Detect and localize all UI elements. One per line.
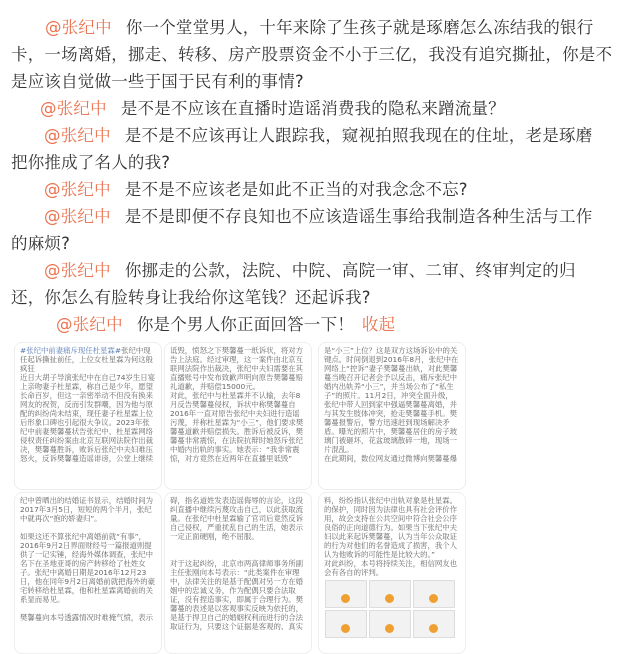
post-image-thumbnail[interactable] [14, 492, 162, 654]
post-image-thumbnail[interactable] [14, 342, 162, 490]
mention-link[interactable]: @张纪中 [44, 207, 111, 226]
screenshot-thumbnail-icon [369, 580, 411, 608]
post-line [44, 206, 592, 228]
post-line [11, 71, 304, 93]
post-text: 卡，一场离婚，挪走、转移、房产股票资金不小于三亿，我没有追究撕扯，你是不 [11, 45, 613, 64]
post-line [11, 152, 170, 174]
post-image-thumbnail[interactable] [318, 342, 466, 490]
post-text: 你一个堂堂男人，十年来除了生孩子就是琢磨怎么冻结我的银行 [125, 18, 594, 37]
screenshot-thumbnail-icon [325, 610, 367, 638]
post-text: 你挪走的公款，法院、中院、高院一审、二审、终审判定的归 [124, 261, 576, 280]
post-text: 还，你怎么有脸转身让我给你这笔钱？还起诉我? [11, 288, 371, 307]
post-text: 是不是即便不存良知也不应该造谣生事给我制造各种生活与工作 [124, 207, 593, 226]
image-text: 张纪中现任起诉撕扯前任，上位女杜星霖为何这般疯狂 近日大胡子导演张纪中在自己74岁生日宴上亲吻妻子杜星霖，称自己是少年，愿望长命百岁，但这一亲密举动不但没有换来网友的祝贺，反而引发群嘲，因为他与原配的纠纷尚未结束，现任妻子杜星霖上位后形象口碑也引起很大争议。2023年张纪中前妻樊馨蔓状告张纪中、杜星霖网络侵权责任纠纷案由北京互联网法院作出裁决，樊馨蔓胜诉，败诉后张纪中夫妇难压怒火，反诉樊馨蔓造谣诽谤，公堂上继续 [20, 346, 156, 463]
screenshot-thumbnail-icon [369, 610, 411, 638]
post-line [44, 125, 592, 147]
post-line [40, 98, 505, 120]
hashtag: #张纪中前妻痛斥现任杜星霖# [20, 346, 122, 355]
post-text: 的麻烦? [11, 234, 71, 253]
screenshot-thumbnail-icon [325, 580, 367, 608]
post-line [11, 233, 70, 255]
post-image-thumbnail[interactable] [164, 492, 312, 654]
screenshot-thumbnail-icon [413, 580, 455, 608]
image-text: 料，纷纷指认张纪中出轨对象是杜星霖。 的保护，同时因为法律也具有社会评价作用，故会支持在公共空间中符合社会公序良俗的正向道德行为。如果当下张纪中夫妇以此来起诉樊馨蔓，认为当年公众取证的行为对他们的名誉造成了损害，我个人认为他败诉的可能性是比较大的。” 对此纠纷，本号将持续关注，相信网友也会有各自的评判。 [324, 496, 458, 577]
screenshot-thumbnail-icon [413, 610, 455, 638]
post-text: 是不是不应该在直播时造谣消费我的隐私来蹭流量？ [120, 99, 505, 118]
mention-link[interactable]: @张纪中 [44, 180, 111, 199]
mention-link[interactable]: @张纪中 [45, 18, 112, 37]
post-line [56, 314, 395, 336]
image-text: 是“小三”上位？这是双方这场诉讼中的关键点。时间倒退到2016年8月，张纪中在网络上“控诉”妻子樊馨蔓出轨，对此樊馨蔓当晚召开记者会予以反击，痛斥张纪中婚内出轨养“小三”，并当场公布了“私生子”的照片。11月2日，冲突全面升级，张纪中带人回到家中强逼樊馨蔓离婚，并与其发生肢体冲突，抢走樊馨蔓手机。樊馨蔓报警后，警方迅速赶到现场解决矛盾。曝光的照片中，樊馨蔓居住的房子玻璃门被砸坏，花盆玻璃散碎一地，现场一片混乱。 在此期间，数位网友通过微博向樊馨蔓爆 [324, 346, 459, 463]
collapse-link[interactable]: 收起 [361, 315, 396, 334]
post-line [45, 17, 593, 39]
post-text: 是不是不应该再让人跟踪我，窥视拍照我现在的住址，老是琢磨 [124, 126, 593, 145]
post-line [11, 287, 371, 309]
post-text: 是不是不应该老是如此不正当的对我念念不忘? [124, 180, 468, 199]
post-line [44, 260, 576, 282]
post-text: 把你推成了名人的我? [11, 153, 171, 172]
post-line [44, 179, 468, 201]
mention-link[interactable]: @张纪中 [56, 315, 123, 334]
mention-link[interactable]: @张纪中 [44, 261, 111, 280]
post-text: 是应该自觉做一些于国于民有利的事情? [11, 72, 304, 91]
mention-link[interactable]: @张纪中 [40, 99, 107, 118]
post-text: 你是个男人你正面回答一下！ [136, 315, 354, 334]
post-image-thumbnail[interactable] [164, 342, 312, 490]
post-image-thumbnail[interactable] [318, 492, 466, 654]
image-text: 碍，指名道姓发表造谣侮辱的言论，这段纠直播中继续污蔑攻击自己，以此获取流量。在张纪中杜星霖输了官司后竟然反诉自己侵权，严重扰乱自己的生活，她表示一定正面硬刚，绝不屈服。 对于这起纠纷，北京市两高律师事务所副主任张刚向本号表示：“此类案件在审理中，法律关注的是基于配偶对另一方在婚姻中的忠诚义务，作为配偶只要合法取证，没有捏造事实，即属于合理行为。樊馨蔓的表述是以客观事实反映为依托的，是基于捍卫自己的婚姻权利而进行的合法取证行为，只要这个证据是客观的、真实 [170, 496, 304, 631]
image-text: 诋毁，愤怒之下樊馨蔓一纸诉状，将对方告上法庭。经过审理，这一案件由北京互联网法院作出裁决，张纪中夫妇需要在其直播账号中发布致歉声明向原告樊馨蔓赔礼道歉，并赔偿15000元。 对此，张纪中与杜星霖并不认输，去年8月反告樊馨蔓侵权，诉状中称樊馨蔓自2016年一直对原告张纪中夫妇进行造谣污蔑，并称杜星霖为“小三”，他们要求樊馨蔓道歉并赔偿损失。胜诉后被反诉，樊馨蔓非常震惊，在法院抗辩时她怒斥张纪中婚内出轨的事实。她表示：“我非常震惊，对方竟然在近两年在直播里诋毁” [170, 346, 304, 463]
image-text: 纪中曾晒出的结婚证书显示，结婚时间为2017年3月5日，短短的两个半月，张纪中就再次“抱的娇妻归”。 如果这还不算张纪中离婚前就“有事”，2016年9月2日界面财经号一篇报道则提供了一记实锤，经海外媒体调查，张纪中名下在圣地亚哥的房产转移给了杜姓女子。张纪中离婚日期是2016年12月23日，他在同年9月2日离婚前就把海外的豪宅转移给杜星霖，他和杜星霖离婚前的关系显而易见。 樊馨蔓向本号透露情况时难掩气愤，表示 [20, 496, 156, 622]
mention-link[interactable]: @张纪中 [44, 126, 111, 145]
post-line [11, 44, 612, 66]
embedded-screenshots [324, 579, 460, 639]
